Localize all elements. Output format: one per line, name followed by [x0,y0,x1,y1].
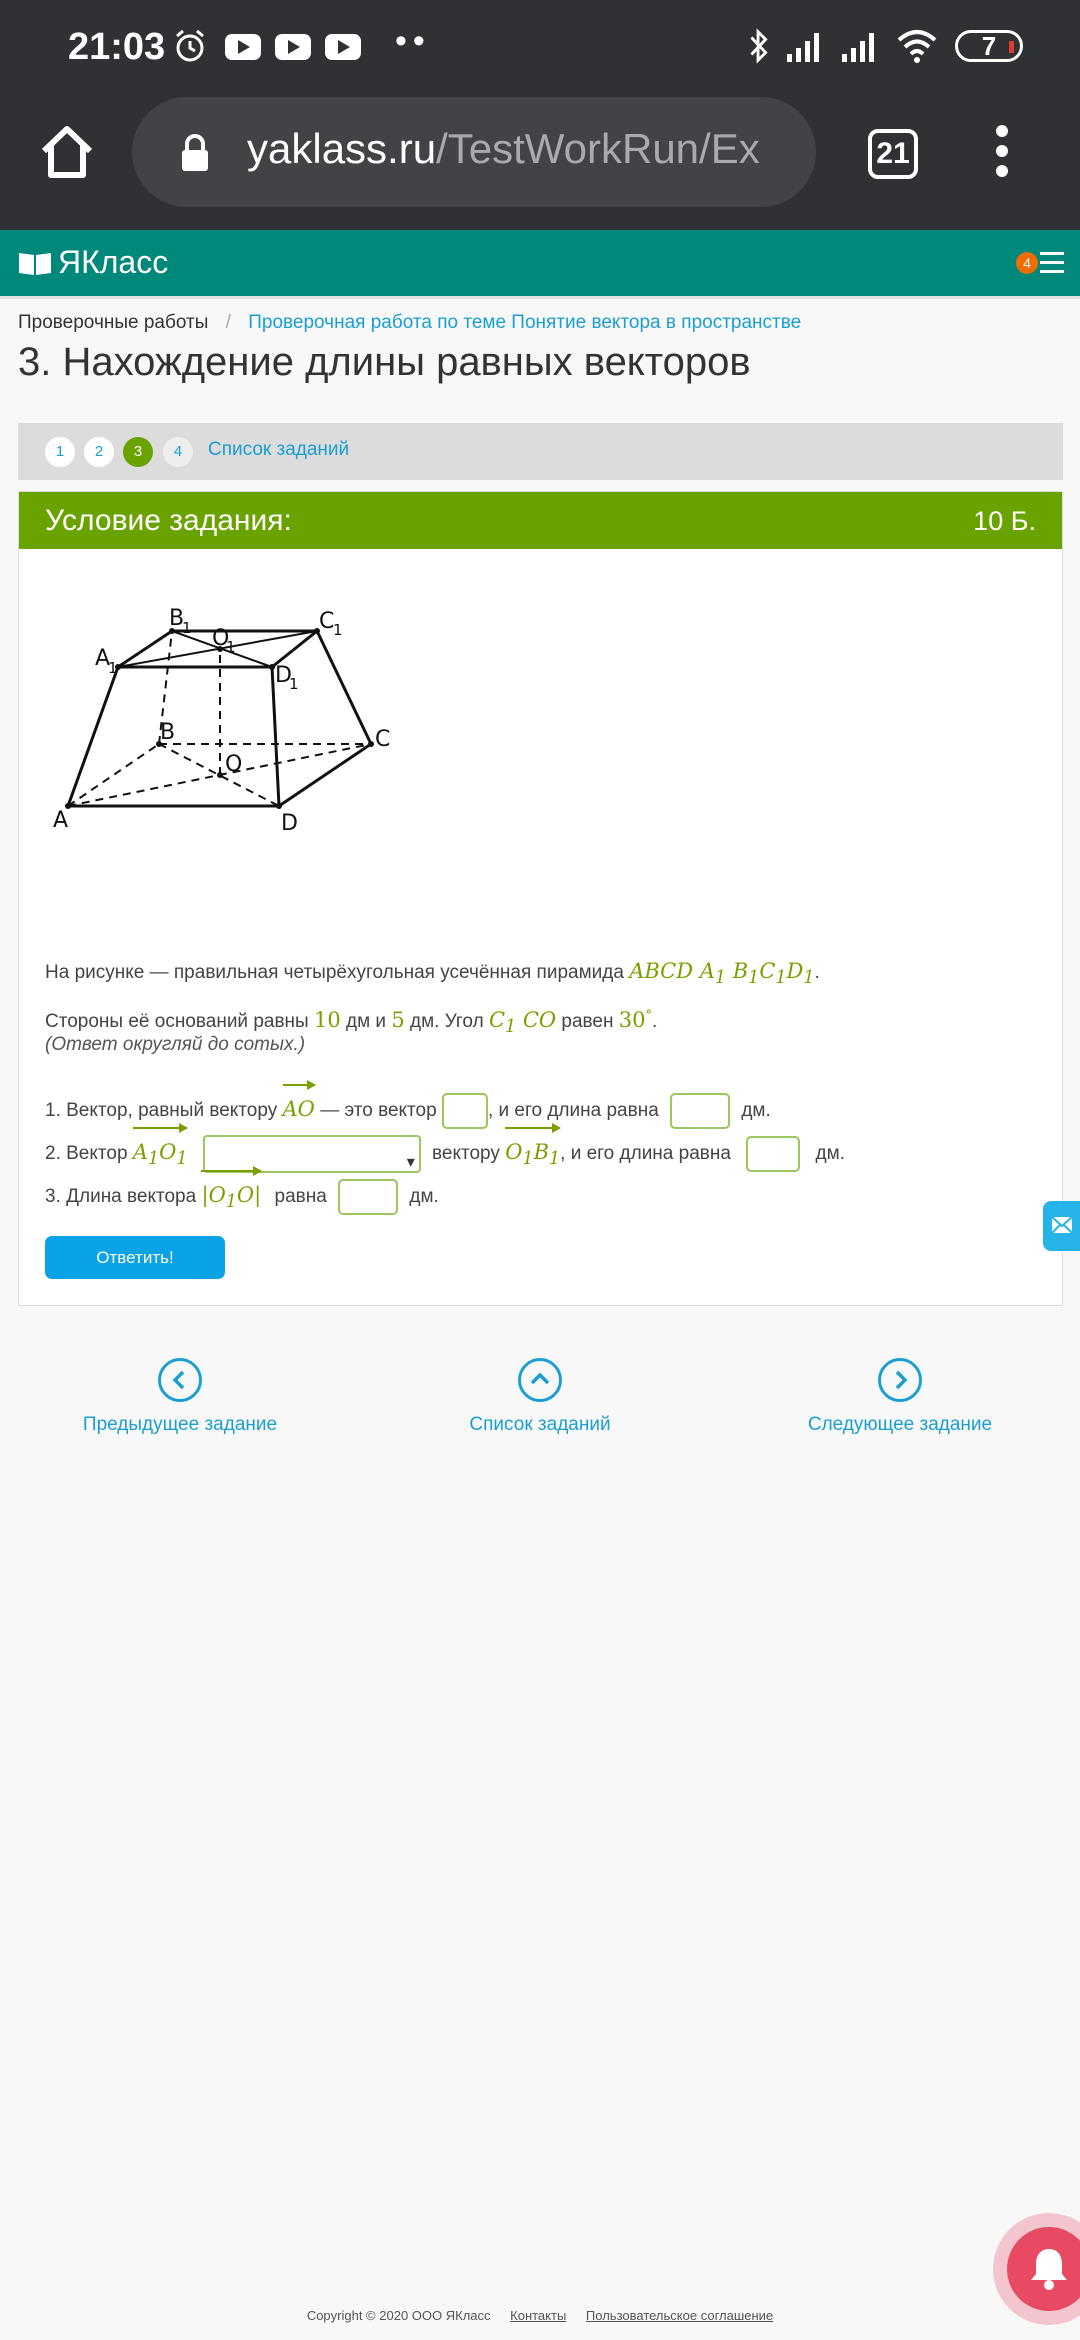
agreement-link[interactable]: Пользовательское соглашение [585,2308,774,2323]
copyright-text: Copyright © 2020 ООО ЯКласс [306,2308,491,2323]
task-page-3[interactable]: 3 [123,437,153,467]
alarm-icon [172,28,208,64]
url-text: yaklass.ru/TestWorkRun/Ex [247,125,760,172]
rounding-hint: (Ответ округляй до сотых.) [45,1034,306,1055]
q1-vector-answer-input[interactable] [442,1093,488,1129]
svg-text:1: 1 [182,619,192,637]
task-page-1[interactable]: 1 [45,437,75,467]
browser-toolbar [0,95,1080,230]
label-C: C [375,727,391,752]
frustum-figure [37,572,597,912]
submit-answer-button[interactable]: Ответить! [45,1236,225,1279]
home-icon[interactable] [38,123,96,181]
chevron-up-icon [529,1369,551,1391]
task-card-header [19,492,1062,549]
mail-icon [1051,1215,1073,1235]
bluetooth-icon [748,28,770,64]
breadcrumb: Проверочные работы / Проверочная работа по теме Понятие вектора в пространстве [18,312,802,333]
label-O1: O [212,626,230,651]
question-2: 2. Вектор $A_1O_1$ ▾ вектору $O_1B_1$, и его длина равна дм. [45,1132,845,1179]
more-notifications-icon: •• [395,22,431,60]
address-bar[interactable] [132,97,816,207]
site-menu-icon[interactable] [1016,250,1064,278]
q2-relation-select[interactable] [203,1135,421,1173]
vector-O1B1: $O_1B_1$ [505,1132,560,1179]
status-time: 21:03 [68,26,166,68]
site-logo[interactable] [18,244,168,281]
vector-A1O1: $A_1O_1$ [133,1132,188,1179]
youtube-icon [325,34,361,60]
book-icon [18,250,52,276]
q2-length-answer-input[interactable] [746,1136,800,1172]
notification-badge: 4 [1016,252,1038,274]
svg-text:1: 1 [226,638,236,656]
question-3: 3. Длина вектора $|O_1O|$ равна дм. [45,1175,439,1222]
statement-pyramid: На рисунке — правильная четырёхугольная усечённая пирамида ABCD $A_1$ $B_1C_1D_1$. [45,959,820,989]
status-bar [0,0,1080,95]
task-page-4[interactable]: 4 [163,437,193,467]
page-title: 3. Нахождение длины равных векторов [18,340,751,384]
bell-icon [1027,2245,1071,2291]
breadcrumb-root[interactable]: Проверочные работы [18,312,209,333]
vector-AO: AO [283,1089,315,1129]
label-B1: B [169,606,185,631]
contacts-link[interactable]: Контакты [510,2308,567,2323]
signal-icon [785,28,825,64]
task-points: 10 Б. [973,506,1036,536]
footer [0,2308,1080,2323]
task-list-link[interactable]: Список заданий [208,439,350,460]
task-list-bottom-link[interactable]: Список заданий [440,1358,640,1436]
label-C1: C [319,609,335,634]
label-B: B [160,720,176,745]
browser-menu-icon[interactable] [992,125,1012,181]
task-card [18,491,1063,1306]
svg-text:1: 1 [333,621,343,639]
battery-level: 7 [981,31,997,61]
label-D: D [281,811,298,836]
chevron-right-icon [889,1369,911,1391]
chevron-left-icon [169,1369,191,1391]
task-condition-title: Условие задания: [45,504,292,537]
task-page-2[interactable]: 2 [84,437,114,467]
battery-icon [955,30,1023,62]
svg-text:1: 1 [108,659,118,677]
prev-task-link[interactable]: Предыдущее задание [80,1358,280,1436]
site-header [0,230,1080,296]
wifi-icon [895,28,939,64]
feedback-tab[interactable] [1043,1201,1080,1251]
statement-sides: Стороны её оснований равны 10 дм и 5 дм. Угол $C_1$ CO равен 30°. [45,1008,658,1038]
next-task-link[interactable]: Следующее задание [800,1358,1000,1436]
youtube-icon [225,34,261,60]
vector-O1O-abs: $|O_1O|$ [201,1175,261,1222]
task-pagination [18,423,1063,480]
label-A1: A [95,646,111,671]
breadcrumb-current[interactable]: Проверочная работа по теме Понятие вектора в пространстве [248,312,802,333]
site-logo-text: ЯКласс [58,244,169,280]
signal-icon [840,28,880,64]
label-D1: D [275,663,292,688]
tabs-button[interactable]: 21 [868,129,918,179]
q3-length-answer-input[interactable] [338,1179,398,1215]
youtube-icon [275,34,311,60]
label-A: A [53,808,69,833]
label-O: O [225,752,243,777]
question-1: 1. Вектор, равный вектору AO — это вектор , и его длина равна дм. [45,1089,771,1131]
q1-length-answer-input[interactable] [670,1093,730,1129]
svg-text:1: 1 [289,675,299,693]
lock-icon [180,133,210,173]
